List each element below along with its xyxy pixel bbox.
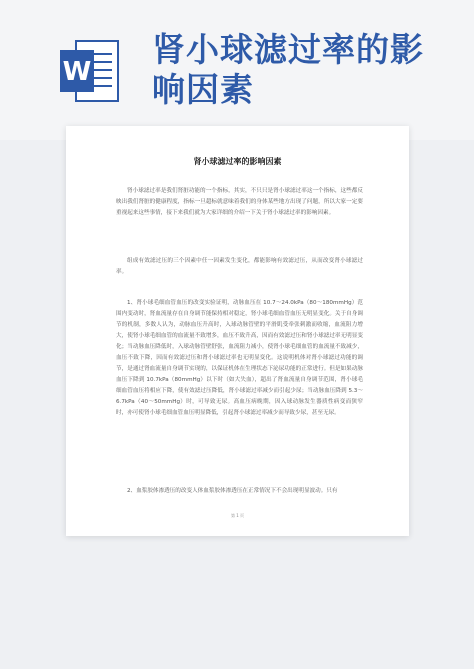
document-page — [66, 126, 409, 536]
paragraph: 组成有效滤过压的三个因素中任一因素发生变化，都能影响有效滤过压，从而改变肾小球滤过率。 — [116, 258, 363, 275]
banner-title: 肾小球滤过率的影响因素 — [152, 30, 424, 109]
paragraph: 肾小球滤过率是我们肾脏功能的一个指标，其实，不只只是肾小球滤过率这一个指标，这些都反映出我们肾脏的健康程度，指标一旦超标就意味着我们的身体某些地方出现了问题，所以大家一定要重视起来这些事情，接下来我们就为大家详细的介绍一下关于肾小球滤过率的影响因素。 — [116, 188, 363, 216]
paragraph: 1、肾小球毛细血管血压的改变实验证明，动脉血压在 10.7～24.0kPa（80～180mmHg）范围内变动时，肾血流量存在自身调节能保持相对稳定，肾小球毛细血管血压无明显变化。关于自身调节的机制，多数人认为，动脉血压升高时，入球动脉管壁的平滑肌受牵张刺激而收缩，血流阻力增大，使肾小球毛细血管的血流量不致增多，血压不致升高，因而有效滤过压和肾小球滤过率无明显变化；当动脉血压降低时，入球动脉管壁舒张，血流阻力减小，使肾小球毛细血管的血流量不致减少，血压不致下降，因而有效滤过压和肾小球滤过率也无明显变化。这说明机体对肾小球滤过功能的调节，是通过肾血流量自身调节实现的，以保证机体在生理状态下泌尿功能的正常进行。但是如果动脉血压下降到 10.7kPa（80mmHg）以下时（如大失血），超出了肾血流量自身调节范围，肾小球毛细血管血压将相应下降，使有效滤过压降低，肾小球滤过率减少而引起少尿；当动脉血压降到 5.3～6.7kPa（40～50mmHg）时，可导致无尿。高血压病晚期，因入球动脉发生器质性病变而狭窄时，亦可使肾小球毛细血管血压明显降低，引起肾小球滤过率减少而导致少尿，甚至无尿。 — [116, 300, 363, 416]
page-number: 第 1 页 — [230, 513, 245, 518]
header-banner — [0, 0, 474, 140]
word-document-icon — [58, 38, 120, 104]
word-letter: W — [62, 57, 92, 87]
paragraph: 2、血浆胶体渗透压的改变人体血浆胶体渗透压在正常情况下不会出现明显波动。只有 — [127, 488, 338, 494]
document-title: 肾小球滤过率的影响因素 — [193, 157, 282, 166]
